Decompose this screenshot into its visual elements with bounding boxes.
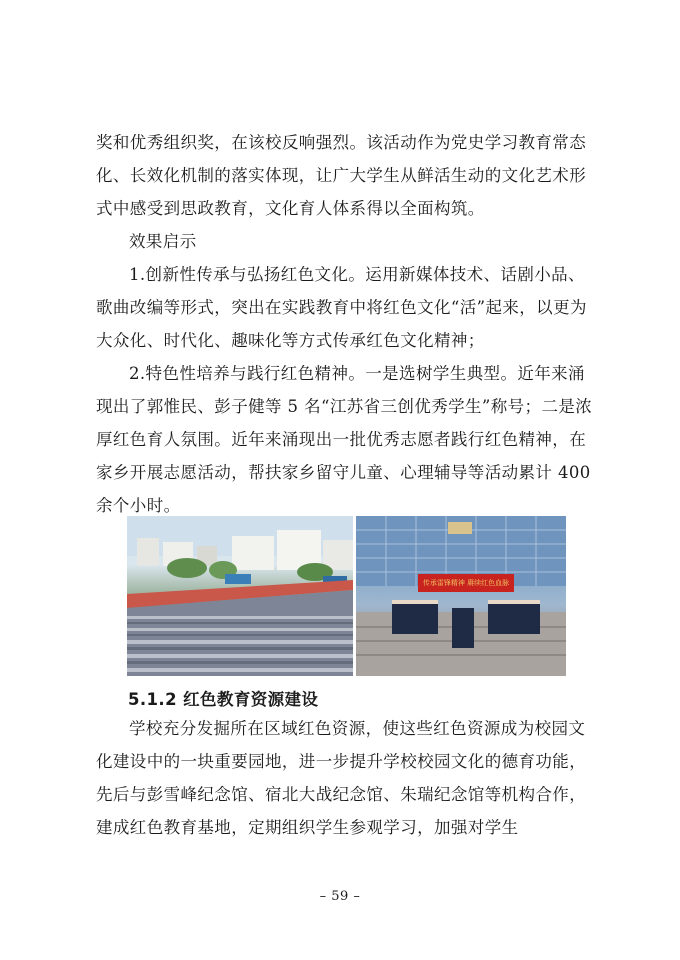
point-1: 1.创新性传承与弘扬红色文化。运用新媒体技术、话剧小品、歌曲改编等形式，突出在实践教育中将红色文化“活”起来，以更为大众化、时代化、趣味化等方式传承红色文化精神； [96,265,587,350]
assembly-scene-illustration [127,516,353,676]
section-heading: 5.1.2 红色教育资源建设 [128,690,319,709]
banner-text: 传承雷锋精神 赓续红色血脉 [422,579,510,587]
photo-row [127,516,566,676]
body-text-top [96,126,596,522]
point-2: 2.特色性培养与践行红色精神。一是选树学生典型。近年来涌现出了郭惟民、彭子健等 5 名“江苏省三创优秀学生”称号；二是浓厚红色育人氛围。近年来涌现出一批优秀志愿者践行红色精神，在家乡开展志愿活动，帮扶家乡留守儿童、心理辅导等活动累计 400 余个小时。 [96,364,593,515]
paragraph-bottom: 学校充分发掘所在区域红色资源，使这些红色资源成为校园文化建设中的一块重要园地，进一步提升学校校园文化的德育功能，先后与彭雪峰纪念馆、宿北大战纪念馆、朱瑞纪念馆等机构合作，建成红色教育基地，定期组织学生参观学习，加强对学生 [96,719,587,837]
page-number: – 59 – [319,889,361,904]
photo-assembly-crowd [127,516,353,676]
body-text-bottom [96,712,596,844]
performance-scene-illustration [356,516,566,676]
subheading-effect: 效果启示 [129,232,197,251]
photo-red-banner-performance [356,516,566,676]
paragraph-top: 奖和优秀组织奖，在该校反响强烈。该活动作为党史学习教育常态化、长效化机制的落实体现，让广大学生从鲜活生动的文化艺术形式中感受到思政教育，文化育人体系得以全面构筑。 [96,133,587,218]
